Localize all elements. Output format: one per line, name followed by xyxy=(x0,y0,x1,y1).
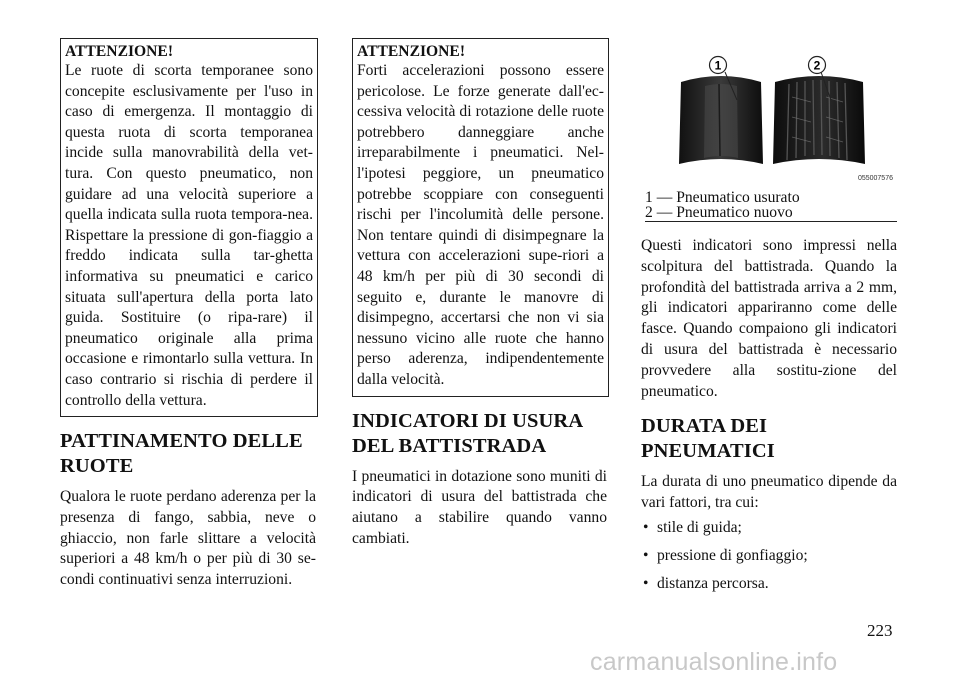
bullet-icon: • xyxy=(643,518,649,536)
warning-text: Le ruote di scorta temporanee sono concepite esclusivamente per l'uso in caso di emergenza. Il montaggio di questa ruota di scorta temporanea incide sulla manovrabilità della vet-tura. Con questo pneumatico, non guidare ad una velocità superiore a quella indicata sulla ruota tempora-nea. Rispettare la pressione di gon-fiaggio a freddo indicata sulla tar-ghetta informativa su pneumatici e carico situata sull'apertura della porta lato guida. Sostituire (o ripa-rare) il pneumatico originale alla prima occasione e rimontarlo sulla vettura. In caso contrario si rischia di perdere il controllo della vettura. xyxy=(65,62,313,409)
column-left xyxy=(60,38,316,591)
callout-2-label: 2 xyxy=(813,58,821,73)
paragraph: I pneumatici in dotazione sono muniti di indicatori di usura del battistrada che aiutano a stabilire quando vanno cambiati. xyxy=(352,467,607,547)
caption-worn-tire: 1 — Pneumatico usurato xyxy=(645,189,800,206)
column-middle xyxy=(352,38,607,550)
caption-new-tire: 2 — Pneumatico nuovo xyxy=(645,204,793,221)
warning-box xyxy=(352,38,609,397)
tire-wear-figure xyxy=(641,40,897,190)
warning-title: ATTENZIONE! xyxy=(357,43,466,60)
paragraph: Questi indicatori sono impressi nella scolpitura del battistrada. Quando la profondità del battistrada arriva a 2 mm, gli indicatori appariranno come delle fasce. Quando compaiono gli indicatori di usura del battistrada è necessario provvedere alla sostitu-zione del pneumatico. xyxy=(641,237,897,400)
warning-text: Forti accelerazioni possono essere pericolose. Le forze generate dall'ec-cessiva velocità di rotazione delle ruote potrebbero danneggiare anche irreparabilmente i pneumatici. Nel-l'ipotesi peggiore, un pneumatico potrebbe scoppiare con conseguenti rischi per l'incolumità delle persone. Non tentare quindi di disimpegnare la vettura con accelerazioni supe-riori a 48 km/h per più di 30 secondi di seguito e, durante le manovre di disimpegno, accertarsi che non vi sia nessuno vicino alle ruote che hanno perso aderenza, indipendentemente dalla velocità. xyxy=(357,62,604,388)
figure-captions xyxy=(645,190,897,222)
watermark: carmanualsonline.info xyxy=(590,648,838,676)
callout-1-label: 1 xyxy=(714,58,722,73)
section-heading: INDICATORI DI USURA DEL BATTISTRADA xyxy=(352,409,583,457)
list-item-text: pressione di gonfiaggio; xyxy=(657,546,808,564)
warning-box xyxy=(60,38,318,417)
bullet-icon: • xyxy=(643,546,649,564)
column-right xyxy=(641,40,897,602)
list-item-text: distanza percorsa. xyxy=(657,574,769,592)
paragraph-intro: La durata di uno pneumatico dipende da vari fattori, tra cui: xyxy=(641,473,897,512)
list-item-text: stile di guida; xyxy=(657,518,742,536)
paragraph: Qualora le ruote perdano aderenza per la presenza di fango, sabbia, neve o ghiaccio, non farle slittare a velocità superiori a 48 km/h o per più di 30 se-condi continuativi senza interruzioni. xyxy=(60,488,316,589)
list-item xyxy=(641,518,897,538)
section-heading: DURATA DEI PNEUMATICI xyxy=(641,415,775,463)
section-heading: PATTINAMENTO DELLE RUOTE xyxy=(60,430,303,478)
worn-tire-icon xyxy=(679,76,763,164)
tire-illustration xyxy=(671,52,871,180)
list-item xyxy=(641,546,897,566)
figure-code: 055007576 xyxy=(857,175,893,182)
factor-list xyxy=(641,518,897,594)
new-tire-icon xyxy=(773,76,865,164)
list-item xyxy=(641,574,897,594)
bullet-icon: • xyxy=(643,574,649,592)
page-number: 223 xyxy=(867,621,893,640)
warning-title: ATTENZIONE! xyxy=(65,43,174,60)
